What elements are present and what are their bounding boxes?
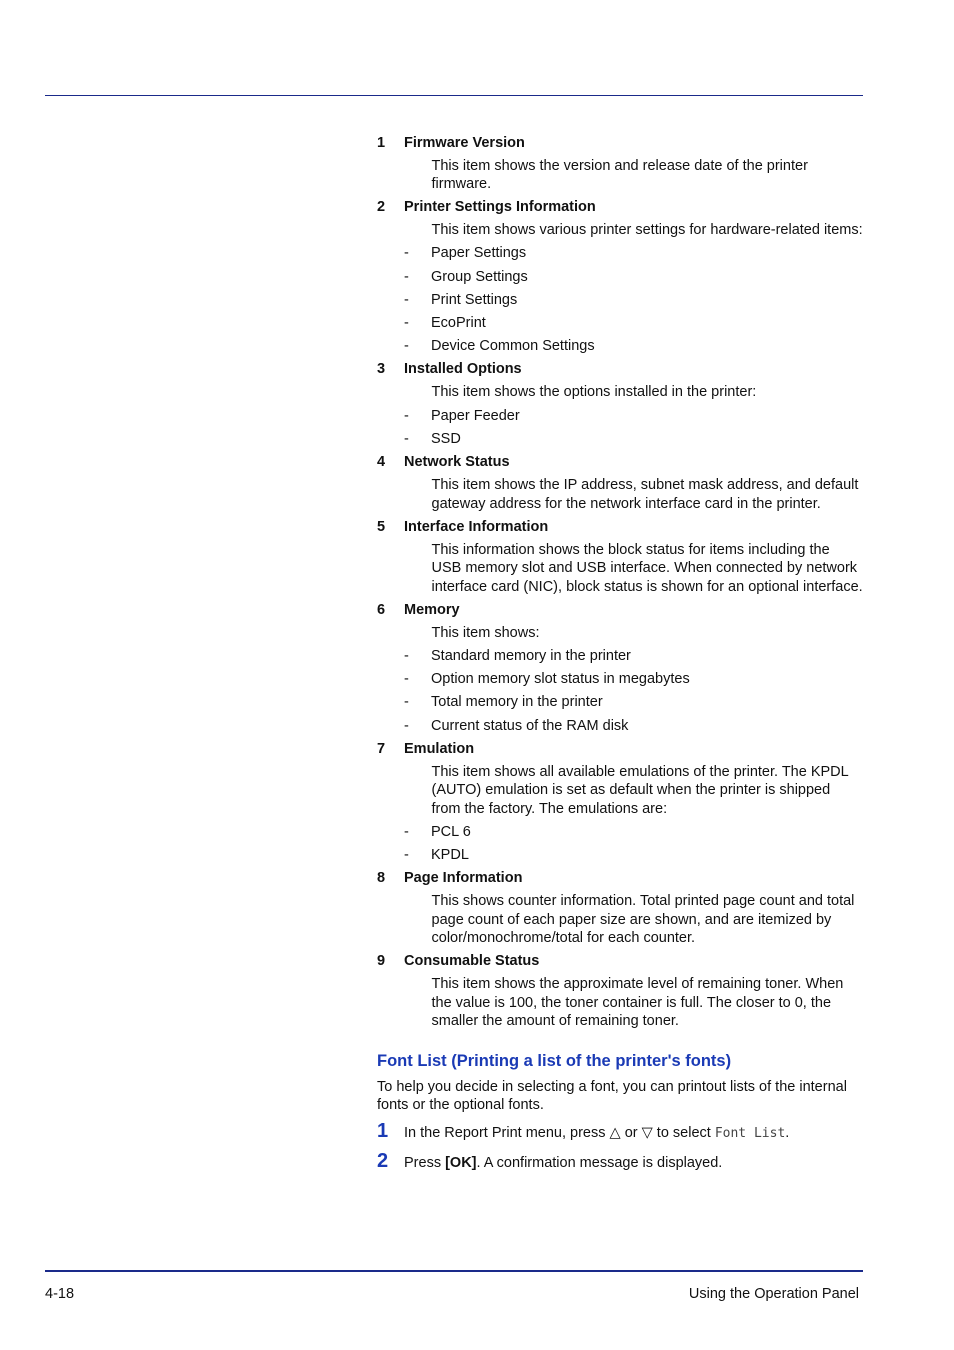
item-heading (377, 869, 863, 888)
item-title: Installed Options (404, 361, 522, 378)
header-rule (45, 95, 863, 96)
bullet-text: Group Settings (431, 268, 528, 285)
bullet-text: Option memory slot status in megabytes (431, 671, 690, 688)
bullet-item (377, 430, 863, 449)
font-list-code: Font List (714, 1126, 786, 1142)
bullet-text: KPDL (431, 847, 469, 864)
bullet-dash: - (404, 431, 409, 448)
item-title: Firmware Version (404, 134, 525, 151)
item-title: Printer Settings Information (404, 199, 596, 215)
item-title: Consumable Status (404, 953, 540, 970)
step-1 (377, 1122, 863, 1144)
bullet-dash: - (404, 245, 409, 262)
bullet-dash: - (404, 315, 409, 332)
step-text: Press [OK]. A confirmation message is displayed. (404, 1154, 723, 1171)
item-heading (377, 360, 863, 379)
chapter-title: Using the Operation Panel (688, 1286, 859, 1302)
step-number: 1 (377, 1120, 389, 1143)
bullet-dash: - (404, 647, 409, 664)
bullet-dash: - (404, 847, 409, 864)
item-number: 3 (377, 361, 386, 378)
item-number: 6 (377, 601, 386, 618)
item-description: This item shows various printer settings for hardware-related items: (431, 222, 863, 238)
item-number: 7 (377, 740, 386, 757)
step-number: 2 (377, 1149, 389, 1172)
footer-rule (45, 1270, 863, 1272)
bullet-item (377, 407, 863, 426)
bullet-item (377, 717, 863, 736)
section-title: Font List (Printing a list of the printer's fonts) (377, 1051, 732, 1070)
item-title: Page Information (404, 870, 523, 887)
item-number: 9 (377, 953, 386, 970)
item-heading (377, 601, 863, 620)
ok-key: [OK] (445, 1154, 477, 1171)
item-description: This shows counter information. Total printed page count and total page count of each paper size are shown, and are itemized by color/monochrome/total for each counter. (431, 893, 855, 947)
page-number: 4-18 (45, 1286, 75, 1302)
item-title: Memory (404, 601, 460, 618)
main-content (377, 129, 863, 1172)
item-heading (377, 134, 863, 153)
bullet-item (377, 337, 863, 356)
bullet-item (377, 823, 863, 842)
bullet-text: Device Common Settings (431, 338, 595, 355)
bullet-text: SSD (431, 431, 461, 448)
item-title: Network Status (404, 454, 510, 471)
bullet-item (377, 693, 863, 712)
item-description: This item shows the options installed in the printer: (431, 384, 757, 401)
item-description: This item shows all available emulations of the printer. The KPDL (AUTO) emulation is set as default when the printer is shipped from the factory. The emulations are: (431, 763, 849, 817)
section-intro: To help you decide in selecting a font, you can printout lists of the internal fonts or the optional fonts. (377, 1079, 847, 1114)
item-description: This item shows the approximate level of remaining toner. When the value is 100, the toner container is full. The closer to 0, the smaller the amount of remaining toner. (431, 976, 844, 1030)
bullet-item (377, 244, 863, 263)
bullet-dash: - (404, 694, 409, 711)
bullet-text: Print Settings (431, 291, 518, 308)
bullet-item (377, 670, 863, 689)
bullet-text: Paper Settings (431, 245, 527, 262)
bullet-text: Paper Feeder (431, 407, 520, 424)
bullet-text: Current status of the RAM disk (431, 717, 629, 734)
bullet-item (377, 268, 863, 287)
bullet-item (377, 291, 863, 310)
item-list (377, 134, 863, 1031)
bullet-text: PCL 6 (431, 824, 471, 841)
bullet-dash: - (404, 268, 409, 285)
item-number: 1 (377, 134, 386, 151)
item-number: 2 (377, 199, 386, 215)
step-2 (377, 1149, 863, 1173)
item-heading (377, 518, 863, 537)
bullet-dash: - (404, 717, 409, 734)
item-heading (377, 952, 863, 971)
bullet-item (377, 846, 863, 865)
step-text: In the Report Print menu, press △ or ▽ to select Font List. (404, 1125, 790, 1142)
bullet-item (377, 647, 863, 666)
bullet-dash: - (404, 824, 409, 841)
item-description: This item shows the IP address, subnet mask address, and default gateway address for the network interface card in the printer. (431, 477, 859, 512)
item-description: This information shows the block status for items including the USB memory slot and USB interface. When connected by network interface card (NIC), block status is shown for an optional interface. (431, 541, 863, 595)
bullet-dash: - (404, 671, 409, 688)
item-number: 5 (377, 518, 386, 535)
item-description: This item shows: (431, 624, 540, 641)
item-title: Emulation (404, 740, 475, 757)
item-number: 8 (377, 870, 386, 887)
bullet-item (377, 314, 863, 333)
bullet-dash: - (404, 338, 409, 355)
item-heading (377, 453, 863, 472)
bullet-dash: - (404, 291, 409, 308)
bullet-text: Standard memory in the printer (431, 647, 631, 664)
item-heading (377, 198, 863, 217)
item-heading (377, 740, 863, 759)
item-description: This item shows the version and release date of the printer firmware. (431, 157, 808, 192)
item-title: Interface Information (404, 518, 549, 535)
bullet-text: EcoPrint (431, 315, 486, 332)
item-number: 4 (377, 454, 386, 471)
bullet-text: Total memory in the printer (431, 694, 603, 711)
bullet-dash: - (404, 407, 409, 424)
